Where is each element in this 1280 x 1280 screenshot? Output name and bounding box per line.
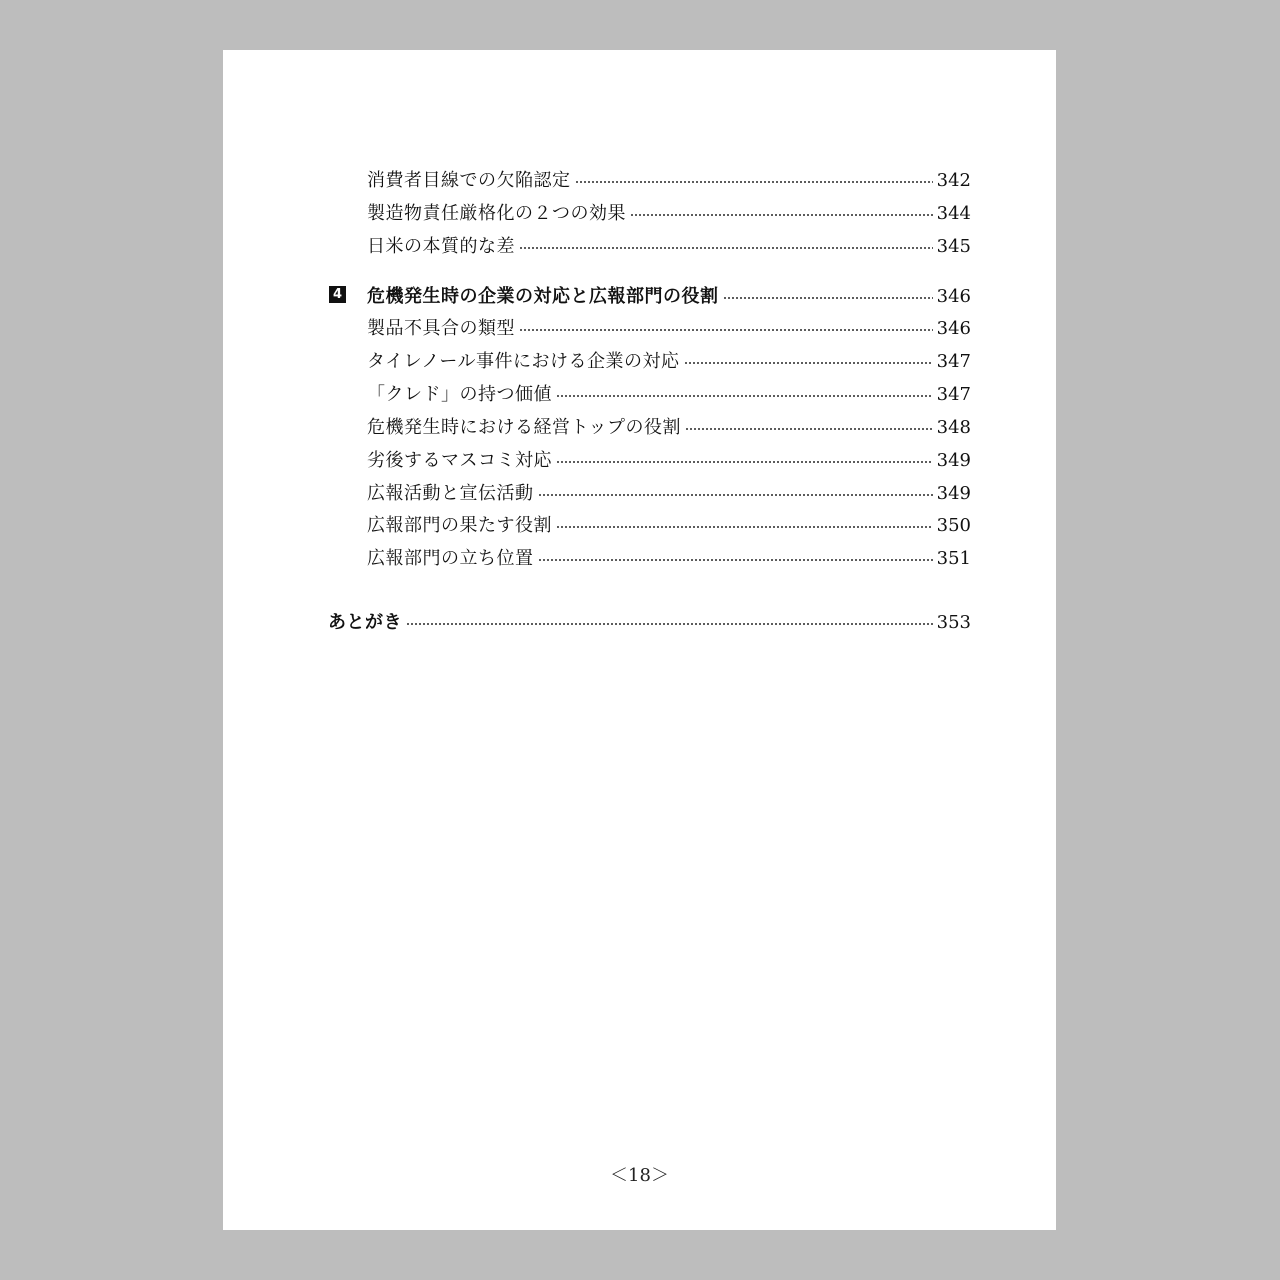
dot-leader [556,526,933,528]
toc-entry-title: 製造物責任厳格化の２つの効果 [367,203,626,224]
toc-entry[interactable] [367,511,971,537]
dot-leader [723,297,933,299]
dot-leader [575,181,933,183]
toc-entry[interactable] [367,544,971,570]
toc-entry[interactable] [367,166,971,192]
toc-entry[interactable] [367,380,971,406]
toc-entry[interactable] [367,413,971,439]
dot-leader [684,362,933,364]
toc-entry-page: 345 [936,236,971,257]
toc-entry-title: 消費者目線での欠陥認定 [367,170,571,191]
page-number: ＜18＞ [610,1165,669,1186]
toc-entry-page: 346 [936,318,971,339]
dot-leader [538,494,933,496]
toc-entry-page: 347 [936,384,971,405]
dot-leader [685,428,933,430]
toc-entry-page: 351 [936,548,971,569]
toc-section-page: 346 [936,286,971,307]
dot-leader [538,559,933,561]
dot-leader [519,329,933,331]
toc-entry-title: 日米の本質的な差 [367,236,515,257]
toc-entry-page: 349 [936,483,971,504]
toc-entry[interactable] [367,314,971,340]
toc-section-heading[interactable] [329,282,971,308]
toc-entry-page: 349 [936,450,971,471]
toc-entry-title: タイレノール事件における企業の対応 [367,351,680,372]
dot-leader [519,247,933,249]
toc-afterword[interactable] [328,608,971,634]
section-number-badge: 4 [329,286,346,303]
toc-entry[interactable] [367,479,971,505]
dot-leader [556,395,933,397]
toc-entry-title: 劣後するマスコミ対応 [367,450,552,471]
toc-entry-page: 350 [936,515,971,536]
toc-entry-page: 342 [936,170,971,191]
dot-leader [406,623,933,625]
toc-entry-title: 広報部門の立ち位置 [367,548,534,569]
toc-entry[interactable] [367,232,971,258]
toc-entry[interactable] [367,347,971,373]
toc-entry-title: 製品不具合の類型 [367,318,515,339]
dot-leader [556,461,933,463]
toc-entry-title: 「クレド」の持つ価値 [367,384,552,405]
toc-afterword-title: あとがき [328,612,402,633]
toc-entry[interactable] [367,199,971,225]
toc-entry-page: 347 [936,351,971,372]
toc-section-title: 危機発生時の企業の対応と広報部門の役割 [367,286,719,307]
toc-entry-page: 348 [936,417,971,438]
document-page [223,50,1056,1230]
toc-afterword-page: 353 [936,612,971,633]
toc-entry-title: 危機発生時における経営トップの役割 [367,417,681,438]
toc-entry-page: 344 [936,203,971,224]
toc-entry-title: 広報部門の果たす役割 [367,515,552,536]
toc-entry[interactable] [367,446,971,472]
toc-entry-title: 広報活動と宣伝活動 [367,483,534,504]
dot-leader [630,214,933,216]
